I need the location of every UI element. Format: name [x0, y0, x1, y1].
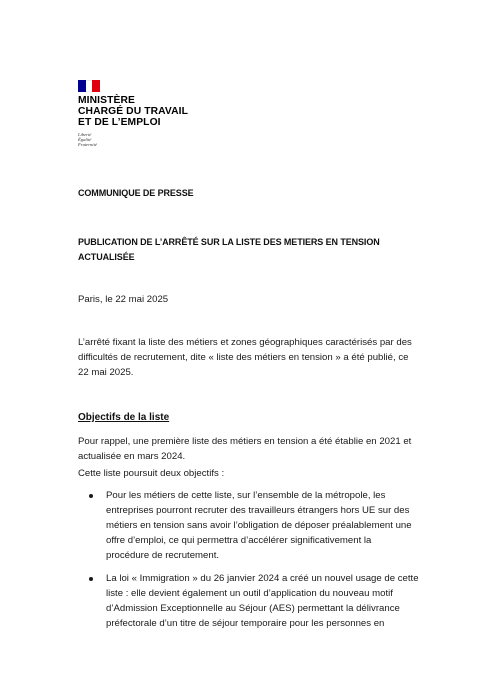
- list-item: [78, 488, 423, 563]
- title-line: PUBLICATION DE L’ARRÊTÉ SUR LA LISTE DES METIERS EN TENSION: [78, 237, 380, 247]
- paragraph-objectives: Cette liste poursuit deux objectifs :: [78, 468, 225, 479]
- ministry-logo: [78, 80, 198, 148]
- para-line: Pour rappel, une première liste des métiers en tension a été établie en 2021 et: [78, 436, 412, 447]
- list-item-line: Pour les métiers de cette liste, sur l’ensemble de la métropole, les: [106, 490, 386, 501]
- list-item-line: procédure de recrutement.: [106, 550, 220, 561]
- ministry-line: CHARGÉ DU TRAVAIL: [78, 106, 189, 117]
- title-line: ACTUALISÉE: [78, 252, 135, 262]
- list-item: [78, 571, 423, 631]
- intro-paragraph: [78, 335, 428, 380]
- list-item-line: La loi « Immigration » du 26 janvier 2024 a créé un nouvel usage de cette: [106, 573, 419, 584]
- document-title: [78, 235, 428, 265]
- objectives-list: [78, 488, 423, 639]
- flag-blue: [78, 80, 86, 92]
- bullet-icon: [89, 577, 93, 581]
- ministry-line: ET DE L’EMPLOI: [78, 117, 161, 128]
- motto-line: Liberté: [78, 132, 92, 137]
- list-item-line: offre d’emploi, ce qui permettra d’accélérer significativement la: [106, 535, 372, 546]
- list-item-line: entreprises pourront recruter des travailleurs étrangers hors UE sur des: [106, 505, 410, 516]
- para-line: actualisée en mars 2024.: [78, 451, 186, 462]
- ministry-line: MINISTÈRE: [78, 95, 135, 106]
- motto-line: Égalité: [78, 137, 92, 143]
- intro-line: L’arrêté fixant la liste des métiers et zones géographiques caractérisés par des: [78, 337, 412, 348]
- list-item-line: d’Admission Exceptionnelle au Séjour (AES) permettant la délivrance: [106, 603, 400, 614]
- list-item-line: préfectorale d’un titre de séjour temporaire pour les personnes en: [106, 618, 385, 629]
- flag-red: [92, 80, 100, 92]
- intro-line: 22 mai 2025.: [78, 367, 134, 378]
- list-item-line: liste : elle devient également un outil d’application du nouveau motif: [106, 588, 393, 599]
- list-item-line: métiers en tension sans avoir l’obligation de déposer préalablement une: [106, 520, 412, 531]
- place-date: Paris, le 22 mai 2025: [78, 294, 169, 305]
- press-release-label: COMMUNIQUE DE PRESSE: [78, 188, 194, 198]
- section-title: Objectifs de la liste: [78, 412, 170, 423]
- paragraph-rappel: [78, 434, 428, 464]
- intro-line: difficultés de recrutement, dite « liste des métiers en tension » a été publié, ce: [78, 352, 409, 363]
- marianne-flag-icon: [78, 80, 100, 92]
- ministry-name: [78, 95, 198, 128]
- republic-motto: [78, 132, 198, 148]
- motto-line: Fraternité: [78, 142, 97, 148]
- bullet-icon: [89, 494, 93, 498]
